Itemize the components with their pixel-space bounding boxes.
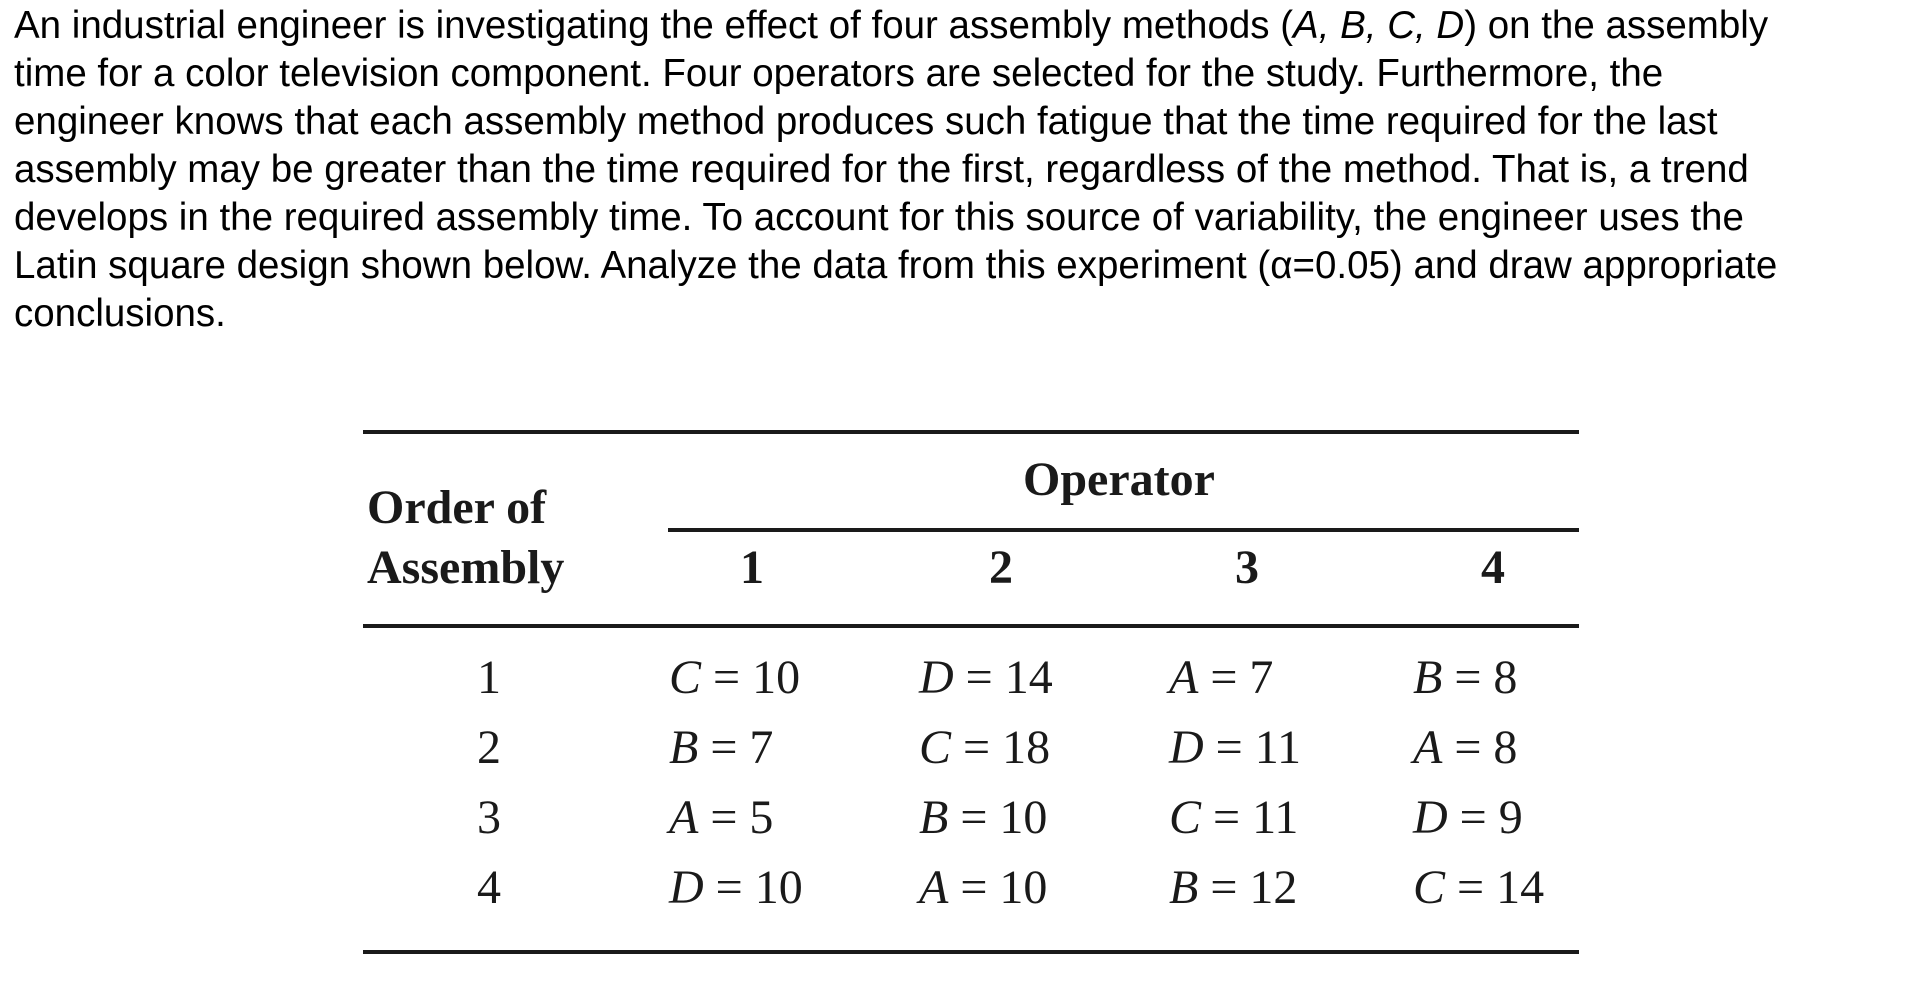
- order-2-label: 2: [477, 721, 501, 774]
- table-cell: A = 10: [919, 861, 1048, 914]
- operator-header: Operator: [1023, 453, 1215, 506]
- table-cell: A = 8: [1413, 721, 1518, 774]
- table-cell: D = 9: [1413, 791, 1523, 844]
- table-cell: C = 10: [669, 651, 801, 704]
- problem-line-6: Latin square design shown below. Analyze the data from this experiment (α=0.05) and draw appropriate: [14, 244, 1778, 287]
- table-top-rule: [363, 430, 1579, 434]
- problem-line-4: assembly may be greater than the time required for the first, regardless of the method. That is, a trend: [14, 148, 1749, 191]
- header-bottom-rule: [363, 624, 1579, 628]
- table-cell: C = 11: [1169, 791, 1299, 844]
- latin-square-table: [363, 430, 1579, 954]
- table-cell: D = 11: [1169, 721, 1301, 774]
- problem-line-2: time for a color television component. Four operators are selected for the study. Furthermore, the: [14, 52, 1664, 95]
- order-4-label: 4: [477, 861, 501, 914]
- problem-line-7: conclusions.: [14, 292, 226, 335]
- methods-list: A, B, C, D: [1293, 4, 1465, 47]
- table-cell: D = 14: [919, 651, 1053, 704]
- order-of-assembly-header: Order of Assembly: [367, 481, 565, 594]
- problem-line-1: An industrial engineer is investigating the effect of four assembly methods (A, B, C, D) on the assembly: [14, 4, 1769, 47]
- operator-4-header: 4: [1481, 541, 1505, 594]
- problem-statement: [14, 2, 1912, 338]
- table-cell: C = 18: [919, 721, 1051, 774]
- order-3-label: 3: [477, 791, 501, 844]
- operator-1-header: 1: [740, 541, 764, 594]
- table-cell: B = 8: [1413, 651, 1518, 704]
- table-cell: D = 10: [669, 861, 803, 914]
- table-cell: A = 5: [669, 791, 774, 844]
- table-cell: B = 7: [669, 721, 774, 774]
- problem-line-5: develops in the required assembly time. To account for this source of variability, the engineer uses the: [14, 196, 1744, 239]
- order-1-label: 1: [477, 651, 501, 704]
- table-cell: C = 14: [1413, 861, 1545, 914]
- operator-2-header: 2: [989, 541, 1013, 594]
- problem-line-3: engineer knows that each assembly method produces such fatigue that the time required for the last: [14, 100, 1718, 143]
- table-cell: B = 12: [1169, 861, 1298, 914]
- operator-rule: [668, 528, 1579, 532]
- table-bottom-rule: [363, 950, 1579, 954]
- table-cell: B = 10: [919, 791, 1048, 844]
- operator-3-header: 3: [1235, 541, 1259, 594]
- table-cell: A = 7: [1169, 651, 1274, 704]
